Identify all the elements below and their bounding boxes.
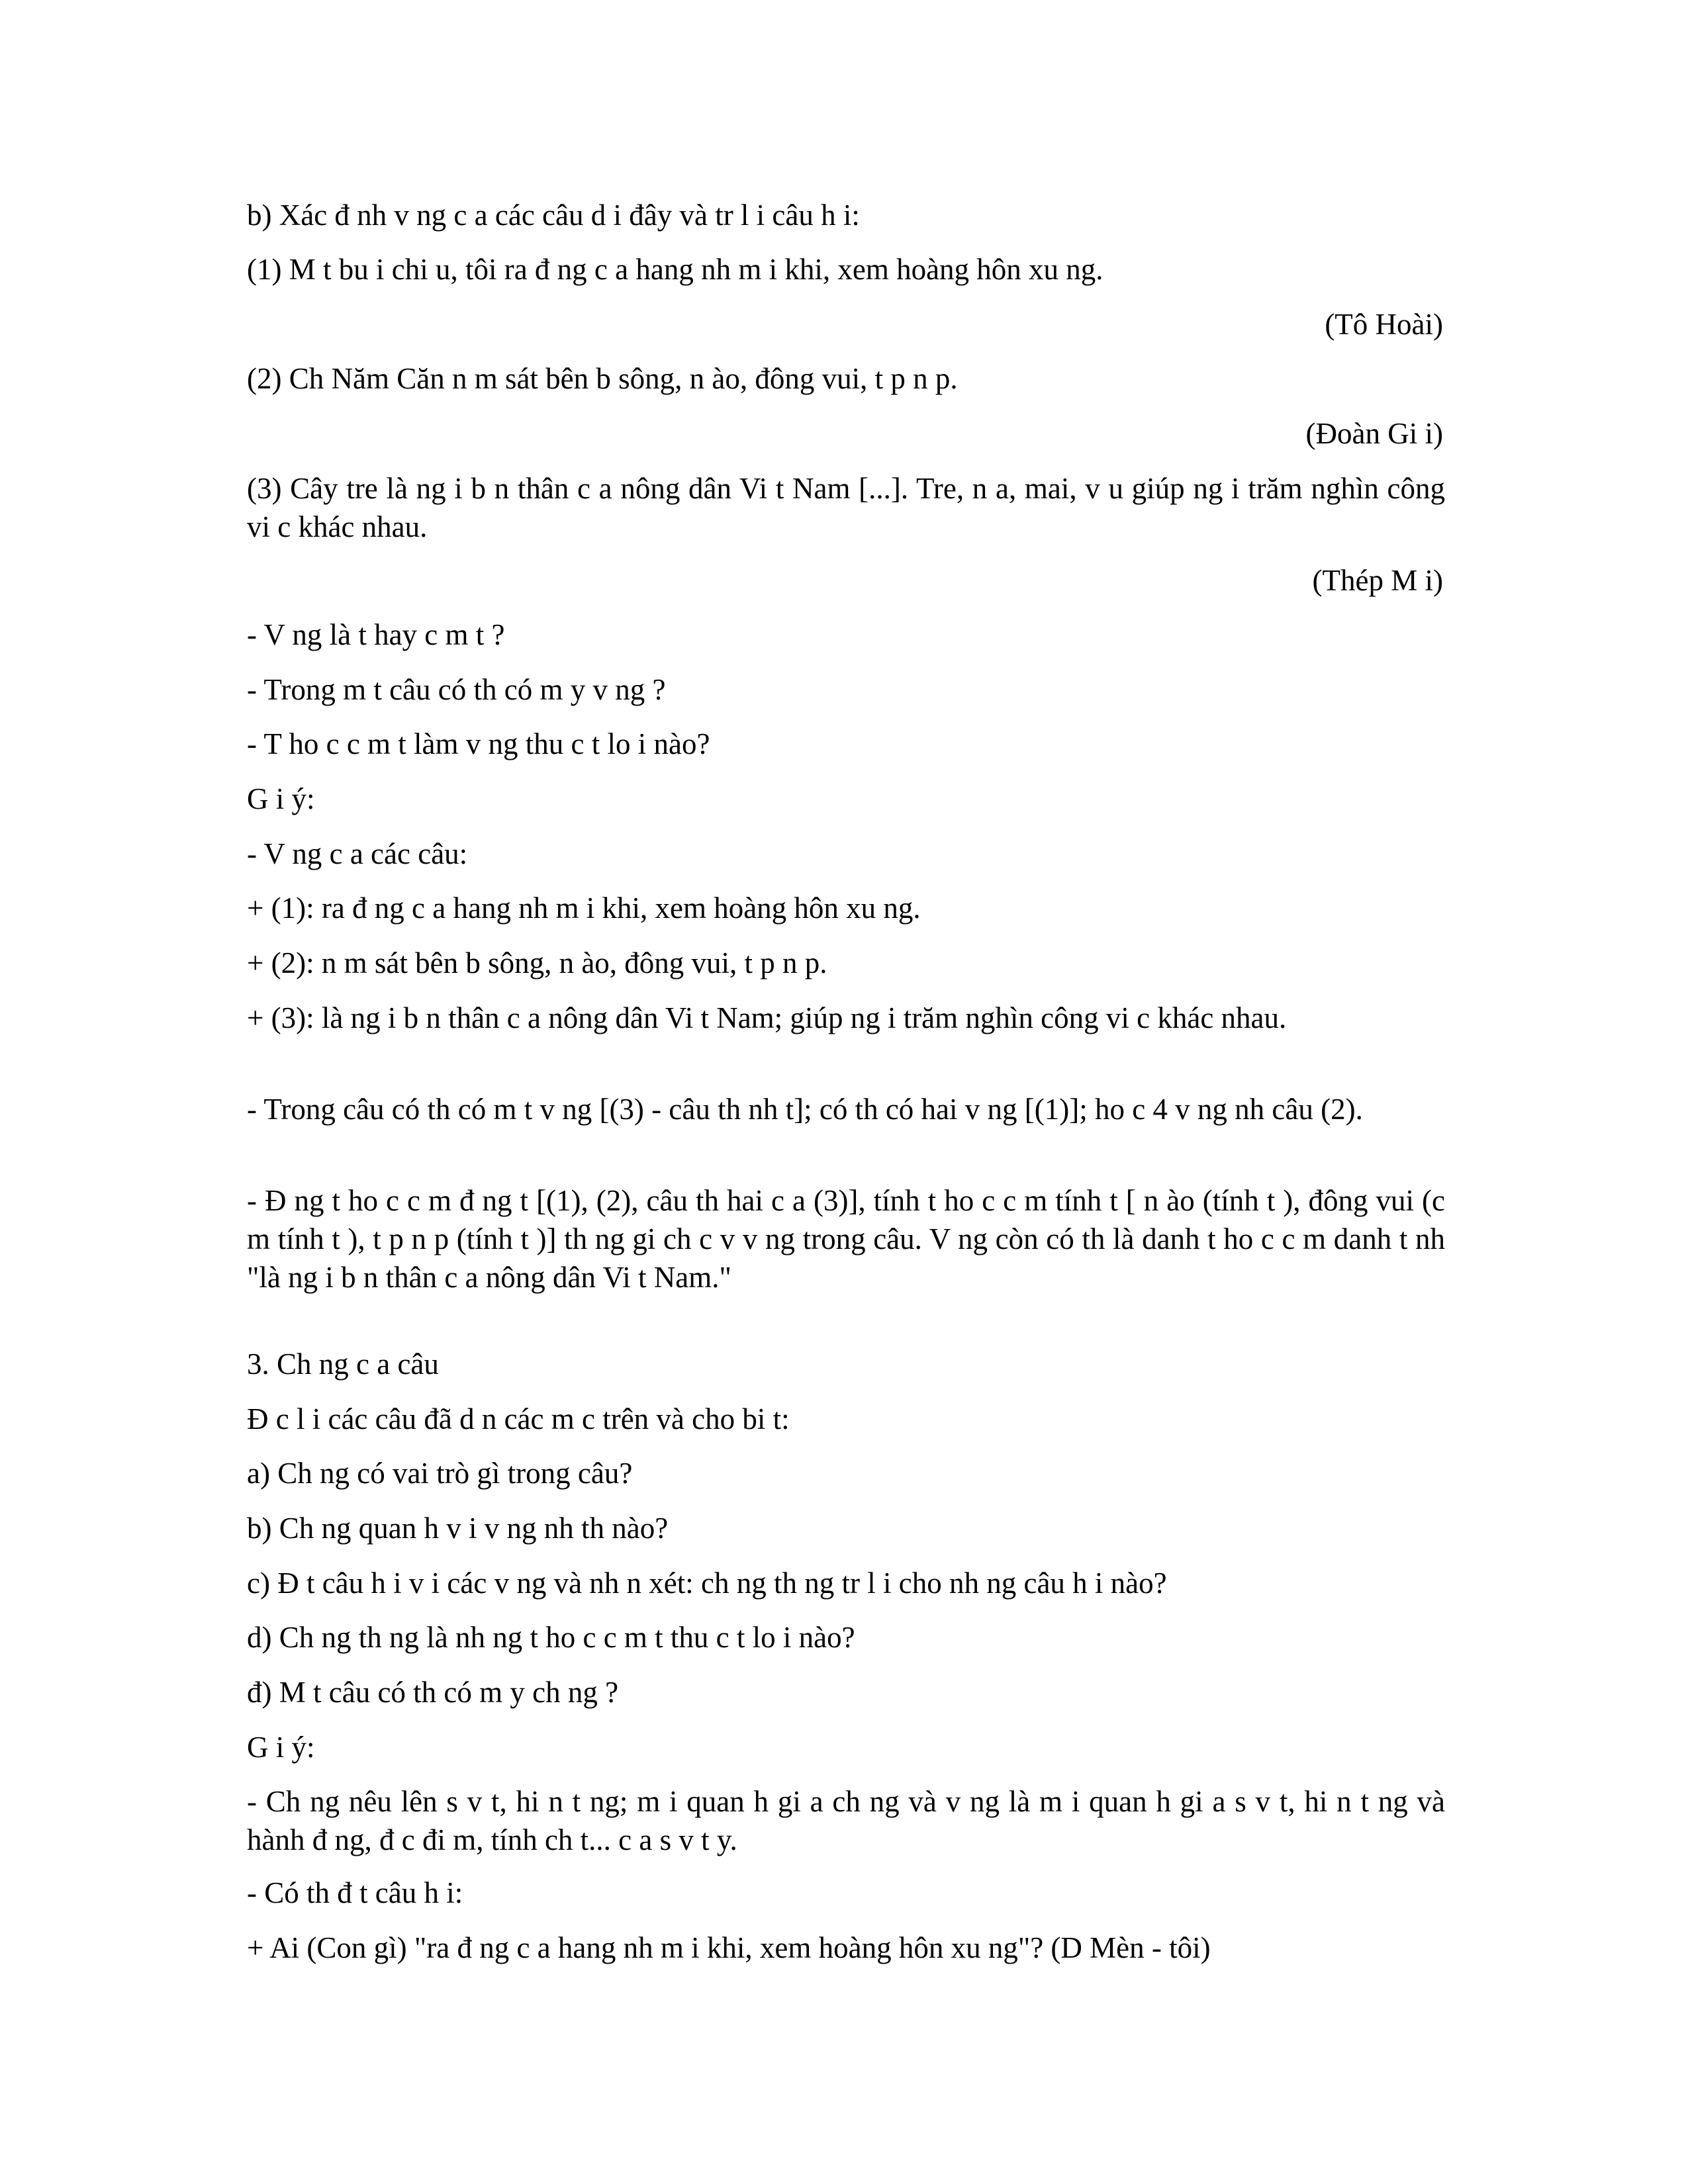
question-predicate-word: - V ng là t hay c m t ? (247, 618, 505, 651)
hint-predicate-2: + (2): n m sát bên b sông, n ào, đông vui, t p n p. (247, 946, 827, 979)
hint-question-1: + Ai (Con gì) "ra đ ng c a hang nh m i khi, xem hoàng hôn xu ng"? (D Mèn - tôi) (247, 1931, 1211, 1964)
question-a: a) Ch ng có vai trò gì trong câu? (247, 1457, 633, 1490)
source-to-hoai: (Tô Hoài) (1325, 308, 1443, 341)
hint-predicate-count: - Trong câu có th có m t v ng [(3) - câu th nh t]; có th có hai v ng [(1)]; ho c 4 v ng nh câu (2). (247, 1093, 1363, 1126)
hint-subject-role: - Ch ng nêu lên s v t, hi n t ng; m i quan h gi a ch ng và v ng là m i quan h gi a s v t, hi n t ng và hành đ ng, đ c đi m, tính ch t... c a s v t y. (247, 1785, 1445, 1856)
question-predicate-type: - T ho c c m t làm v ng thu c t lo i nào? (247, 727, 710, 760)
question-b2: b) Ch ng quan h v i v ng nh th nào? (247, 1512, 669, 1545)
hint-questions: - Có th đ t câu h i: (247, 1876, 463, 1909)
hint-predicate-1: + (1): ra đ ng c a hang nh m i khi, xem hoàng hôn xu ng. (247, 891, 921, 925)
question-c: c) Đ t câu h i v i các v ng và nh n xét: ch ng th ng tr l i cho nh ng câu h i nào? (247, 1567, 1167, 1600)
source-thep-moi: (Thép M i) (1312, 564, 1443, 597)
source-doan-gioi: (Đoàn Gi i) (1305, 417, 1443, 450)
example-sentence-3: (3) Cây tre là ng i b n thân c a nông dân Vi t Nam [...]. Tre, n a, mai, v u giúp ng i trăm nghìn công vi c khác nhau. (247, 472, 1445, 543)
hint-heading-2: G i ý: (247, 1731, 315, 1764)
question-dd: đ) M t câu có th có m y ch ng ? (247, 1676, 619, 1709)
hint-predicate-3: + (3): là ng i b n thân c a nông dân Vi t Nam; giúp ng i trăm nghìn công vi c khác nhau. (247, 1001, 1287, 1034)
hint-heading-1: G i ý: (247, 782, 315, 815)
example-sentence-2: (2) Ch Năm Căn n m sát bên b sông, n ào, đông vui, t p n p. (247, 362, 958, 395)
question-b: b) Xác đ nh v ng c a các câu d i đây và tr l i câu h i: (247, 199, 860, 232)
section-3-heading: 3. Ch ng c a câu (247, 1347, 439, 1381)
question-d: d) Ch ng th ng là nh ng t ho c c m t thu c t lo i nào? (247, 1621, 855, 1654)
example-sentence-1: (1) M t bu i chi u, tôi ra đ ng c a hang nh m i khi, xem hoàng hôn xu ng. (247, 253, 1103, 286)
hint-predicates: - V ng c a các câu: (247, 837, 468, 870)
section-3-intro: Đ c l i các câu đã d n các m c trên và cho bi t: (247, 1402, 790, 1435)
hint-predicate-type: - Đ ng t ho c c m đ ng t [(1), (2), câu th hai c a (3)], tính t ho c c m tính t [ n ào (tính t ), đông vui (c m tính t ), t p n p (tính t )] th ng gi ch c v v ng trong câu. V ng còn có th là danh t ho c c m danh t nh "là ng i b n thân c a nông dân Vi t Nam." (247, 1184, 1445, 1294)
question-predicate-count: - Trong m t câu có th có m y v ng ? (247, 673, 666, 706)
